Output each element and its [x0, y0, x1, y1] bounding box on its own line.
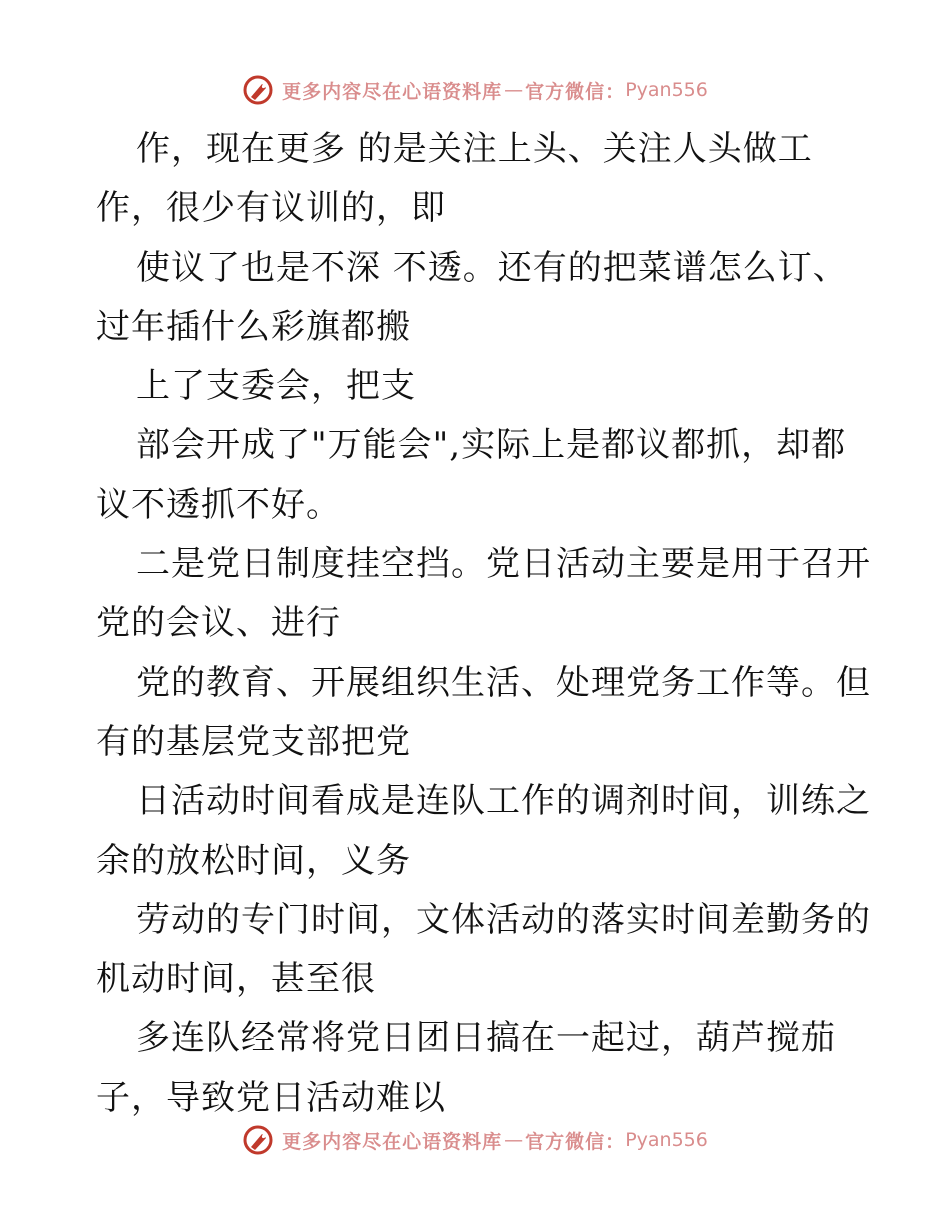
text-line: 日活动时间看成是连队工作的调剂时间，训练之: [136, 781, 871, 822]
text-line: 党的会议、进行: [96, 603, 341, 644]
banner-wechat-label: 官方微信：: [525, 80, 626, 103]
text-line: 劳动的专门时间，文体活动的落实时间差勤务的: [136, 899, 871, 940]
banner-wechat-id: Pyan556: [625, 1129, 708, 1151]
text-line: 有的基层党支部把党: [96, 721, 411, 762]
text-line: 子，导致党日活动难以: [96, 1077, 446, 1118]
text-line: 过年插什么彩旗都搬: [96, 306, 411, 347]
text-line: 部会开成了"万能会",实际上是都议都抓，却都: [136, 425, 847, 466]
banner-title: 更多内容尽在心语资料库: [282, 80, 503, 103]
text-line: 多连队经常将党日团日搞在一起过，葫芦搅茄: [136, 1018, 836, 1059]
banner-wechat-label: 官方微信：: [525, 1130, 626, 1153]
footer-banner: [0, 1120, 950, 1160]
text-line: 机动时间，甚至很: [96, 959, 376, 1000]
banner-dash: —: [504, 79, 524, 101]
text-line: 余的放松时间，义务: [96, 840, 411, 881]
banner-dash: —: [504, 1129, 524, 1151]
text-line: 议不透抓不好。: [96, 484, 341, 525]
text-line: 上了支委会，把支: [136, 366, 416, 407]
banner-title: 更多内容尽在心语资料库: [282, 1130, 503, 1153]
pen-nib-logo-icon: [242, 74, 274, 106]
pen-nib-logo-icon: [242, 1124, 274, 1156]
document-body: [96, 120, 871, 1128]
text-line: 作，现在更多 的是关注上头、关注人头做工: [136, 129, 813, 169]
text-line: 二是党日制度挂空挡。党日活动主要是用于召开: [136, 544, 871, 585]
text-line: 党的教育、开展组织生活、处理党务工作等。但: [136, 662, 871, 703]
text-line: 作，很少有议训的，即: [96, 188, 446, 229]
text-line: 使议了也是不深 不透。还有的把菜谱怎么订、: [136, 247, 848, 288]
banner-wechat-id: Pyan556: [625, 79, 708, 101]
header-banner: [0, 70, 950, 110]
